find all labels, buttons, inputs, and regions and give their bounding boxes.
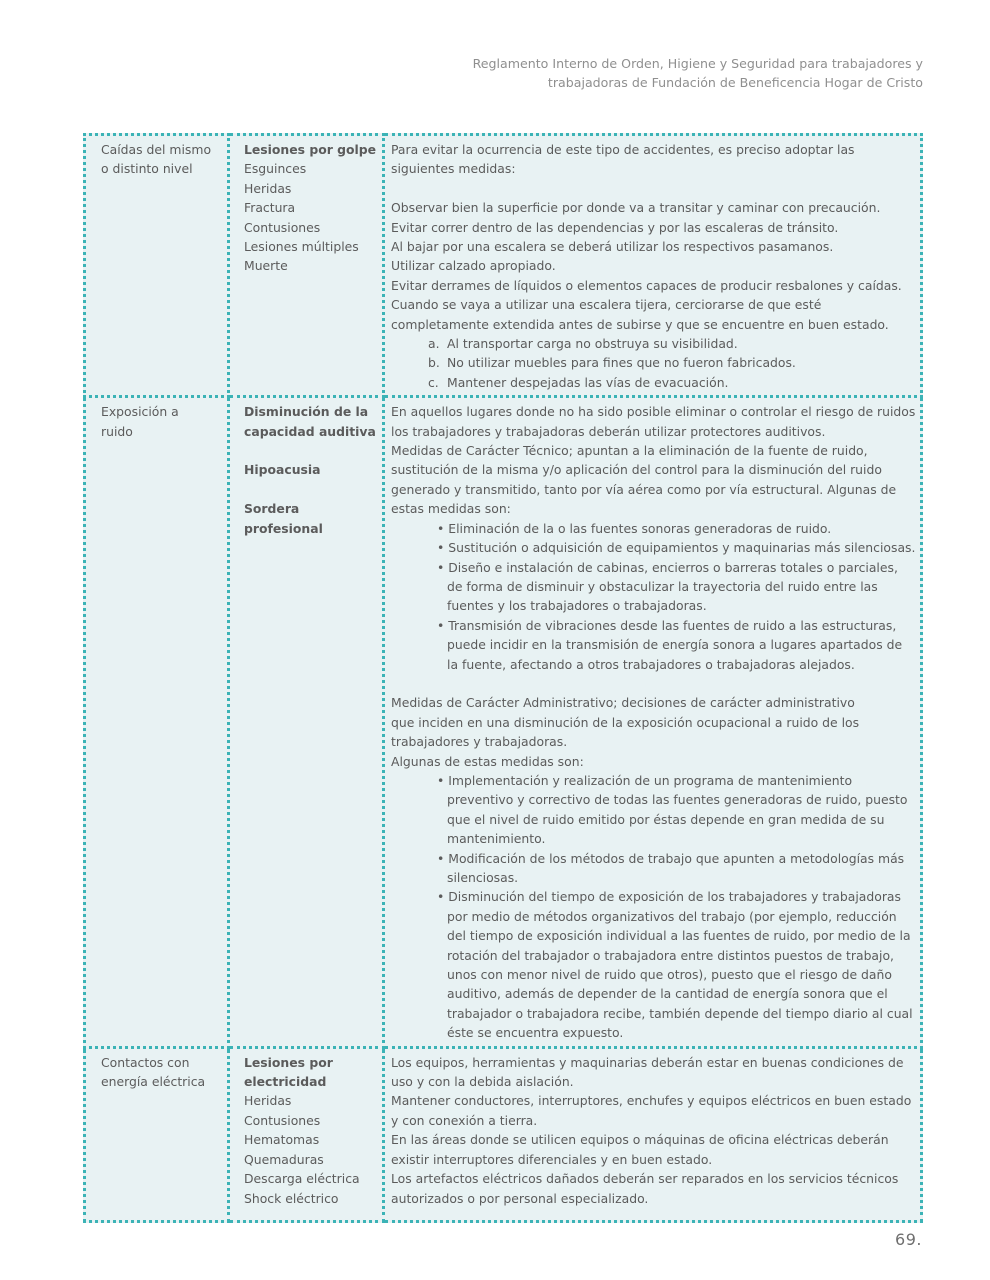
hazard-text: Exposición a bbox=[101, 404, 179, 420]
list-text: Al transportar carga no obstruya su visibilidad. bbox=[447, 336, 738, 352]
bullet-text: Sustitución o adquisición de equipamientos y maquinarias más silenciosas. bbox=[448, 540, 916, 556]
bullet-item: • Implementación y realización de un programa de mantenimiento preventivo y correctivo de todas las fuentes generadoras de ruido, puesto que el nivel de ruido emitido por éstas depende en gran medida de su mantenimiento. bbox=[437, 772, 908, 847]
injuries-cell bbox=[229, 135, 384, 397]
hazard-cell bbox=[85, 135, 229, 397]
hazard-text: Contactos con bbox=[101, 1054, 190, 1070]
lettered-item bbox=[391, 373, 916, 392]
admin-line: Medidas de Carácter Administrativo; decisiones de carácter administrativo bbox=[391, 695, 855, 711]
injury-item: Fractura bbox=[244, 200, 296, 216]
injury-heading: Lesiones por golpe bbox=[244, 142, 377, 157]
table-row bbox=[85, 1047, 922, 1221]
bullet-item: • Modificación de los métodos de trabajo que apunten a metodologías más silenciosas. bbox=[437, 850, 905, 885]
measures-cell bbox=[384, 135, 922, 397]
admin-line: que inciden en una disminución de la exposición ocupacional a ruido de los bbox=[391, 714, 860, 730]
table-row bbox=[85, 397, 922, 1047]
measure-item: Cuando se vaya a utilizar una escalera tijera, cerciorarse de que esté completamente extendida antes de subirse y que se encuentre en buen estado. bbox=[391, 297, 889, 332]
measure-item: Evitar derrames de líquidos o elementos capaces de producir resbalones y caídas. bbox=[391, 277, 902, 293]
header-line-1: Reglamento Interno de Orden, Higiene y Seguridad para trabajadores y bbox=[472, 56, 923, 71]
injury-item: Muerte bbox=[244, 258, 288, 274]
injury-item: Contusiones bbox=[244, 219, 321, 235]
list-letter: a. bbox=[428, 336, 440, 352]
injury-item: Lesiones múltiples bbox=[244, 239, 359, 255]
hazard-text: ruido bbox=[101, 423, 133, 439]
measure-item: Utilizar calzado apropiado. bbox=[391, 258, 556, 274]
injury-heading: Disminución de la capacidad auditiva bbox=[244, 404, 376, 439]
measure-item: En las áreas donde se utilicen equipos o máquinas de oficina eléctricas deberán existir interruptores diferenciales y en buen estado. bbox=[391, 1132, 889, 1167]
injury-item: Hematomas bbox=[244, 1132, 320, 1148]
table-row bbox=[85, 135, 922, 397]
injury-item: Descarga eléctrica bbox=[244, 1171, 360, 1187]
measures-cell bbox=[384, 1047, 922, 1221]
measure-item: Mantener conductores, interruptores, enchufes y equipos eléctricos en buen estado y con conexión a tierra. bbox=[391, 1093, 912, 1128]
injury-heading: Lesiones por electricidad bbox=[244, 1054, 333, 1090]
list-text: Mantener despejadas las vías de evacuación. bbox=[447, 374, 729, 390]
measure-item: Observar bien la superficie por donde va a transitar y caminar con precaución. bbox=[391, 200, 881, 216]
injury-item: Contusiones bbox=[244, 1112, 321, 1128]
hazard-text: o distinto nivel bbox=[101, 161, 193, 177]
bullet-item: • Sustitución o adquisición de equipamientos y maquinarias más silenciosas. bbox=[437, 540, 916, 556]
measure-item: Los equipos, herramientas y maquinarias deberán estar en buenas condiciones de uso y con la debida aislación. bbox=[391, 1054, 904, 1090]
page-number: 69. bbox=[895, 1230, 922, 1249]
injury-item: Quemaduras bbox=[244, 1151, 324, 1167]
bullet-text: Modificación de los métodos de trabajo que apunten a metodologías más silenciosas. bbox=[447, 850, 905, 885]
injury-item: Heridas bbox=[244, 1093, 292, 1109]
hazard-cell bbox=[85, 1047, 229, 1221]
bullet-text: Implementación y realización de un programa de mantenimiento preventivo y correctivo de todas las fuentes generadoras de ruido, puesto que el nivel de ruido emitido por éstas depende en gran medida de su mantenimiento. bbox=[447, 772, 908, 847]
list-text: No utilizar muebles para fines que no fueron fabricados. bbox=[447, 355, 796, 371]
lettered-item bbox=[391, 334, 916, 353]
bullet-item: • Disminución del tiempo de exposición de los trabajadores y trabajadoras por medio de métodos organizativos del trabajo (por ejemplo, reducción del tiempo de exposición individual a las fuentes de ruido, por medio de la rotación del trabajador o trabajadora entre distintos puestos de trabajo, unos con menor nivel de ruido que otros), puesto que el riesgo de daño auditivo, además de depender de la cantidad de energía sonora que el trabajador o trabajadora recibe, también depende del tiempo diario al cual éste se encuentra expuesto. bbox=[437, 889, 913, 1041]
injury-heading: Sordera profesional bbox=[244, 501, 323, 536]
bullet-item: • Eliminación de la o las fuentes sonoras generadoras de ruido. bbox=[437, 520, 832, 536]
measures-cell bbox=[384, 397, 922, 1047]
noise-paragraph: En aquellos lugares donde no ha sido posible eliminar o controlar el riesgo de ruidos los trabajadores y trabajadoras deberán utilizar protectores auditivos. bbox=[391, 404, 916, 439]
injury-heading: Hipoacusia bbox=[244, 462, 321, 478]
bullet-text: Disminución del tiempo de exposición de los trabajadores y trabajadoras por medio de métodos organizativos del trabajo (por ejemplo, reducción del tiempo de exposición individual a las fuentes de ruido, por medio de la rotación del trabajador o trabajadora entre distintos puestos de trabajo, unos con menor nivel de ruido que otros), puesto que el riesgo de daño auditivo, además de depender de la cantidad de energía sonora que el trabajador o trabajadora recibe, también depende del tiempo diario al cual éste se encuentra expuesto. bbox=[447, 889, 913, 1041]
page-header bbox=[323, 54, 923, 92]
injuries-cell bbox=[229, 1047, 384, 1221]
injuries-cell bbox=[229, 397, 384, 1047]
measure-item: Al bajar por una escalera se deberá utilizar los respectivos pasamanos. bbox=[391, 239, 834, 255]
bullet-text: Transmisión de vibraciones desde las fuentes de ruido a las estructuras, puede incidir en la transmisión de energía sonora a lugares apartados de la fuente, afectando a otros trabajadores o trabajadoras alejados. bbox=[447, 617, 903, 672]
hazard-text: Caídas del mismo bbox=[101, 142, 212, 157]
measure-item: Los artefactos eléctricos dañados deberán ser reparados en los servicios técnicos autorizados o por personal especializado. bbox=[391, 1171, 899, 1206]
admin-line: trabajadores y trabajadoras. bbox=[391, 734, 568, 750]
bullet-item: • Transmisión de vibraciones desde las fuentes de ruido a las estructuras, puede incidir en la transmisión de energía sonora a lugares apartados de la fuente, afectando a otros trabajadores o trabajadoras alejados. bbox=[437, 617, 903, 672]
bullet-text: Eliminación de la o las fuentes sonoras generadoras de ruido. bbox=[448, 520, 832, 536]
measures-intro: Para evitar la ocurrencia de este tipo de accidentes, es preciso adoptar las siguientes medidas: bbox=[391, 142, 855, 177]
injury-item: Heridas bbox=[244, 180, 292, 196]
header-line-2: trabajadoras de Fundación de Beneficencia Hogar de Cristo bbox=[547, 75, 923, 90]
bullet-text: Diseño e instalación de cabinas, encierros o barreras totales o parciales, de forma de disminuir y obstaculizar la trayectoria del ruido entre las fuentes y los trabajadores o trabajadoras. bbox=[447, 559, 898, 614]
list-letter: c. bbox=[428, 374, 439, 390]
list-letter: b. bbox=[428, 355, 440, 371]
admin-line: Algunas de estas medidas son: bbox=[391, 753, 584, 769]
measure-item: Evitar correr dentro de las dependencias y por las escaleras de tránsito. bbox=[391, 219, 839, 235]
hazard-text: energía eléctrica bbox=[101, 1074, 206, 1090]
lettered-item bbox=[391, 353, 916, 372]
hazard-cell bbox=[85, 397, 229, 1047]
noise-paragraph: Medidas de Carácter Técnico; apuntan a la eliminación de la fuente de ruido, sustitución de la misma y/o aplicación del control para la disminución del ruido generado y transmitido, tanto por vía aérea como por vía estructural. Algunas de estas medidas son: bbox=[391, 443, 897, 517]
bullet-item: • Diseño e instalación de cabinas, encierros o barreras totales o parciales, de forma de disminuir y obstaculizar la trayectoria del ruido entre las fuentes y los trabajadores o trabajadoras. bbox=[437, 559, 898, 614]
injury-item: Esguinces bbox=[244, 161, 307, 177]
risk-table bbox=[83, 133, 923, 1223]
injury-item: Shock eléctrico bbox=[244, 1190, 339, 1206]
